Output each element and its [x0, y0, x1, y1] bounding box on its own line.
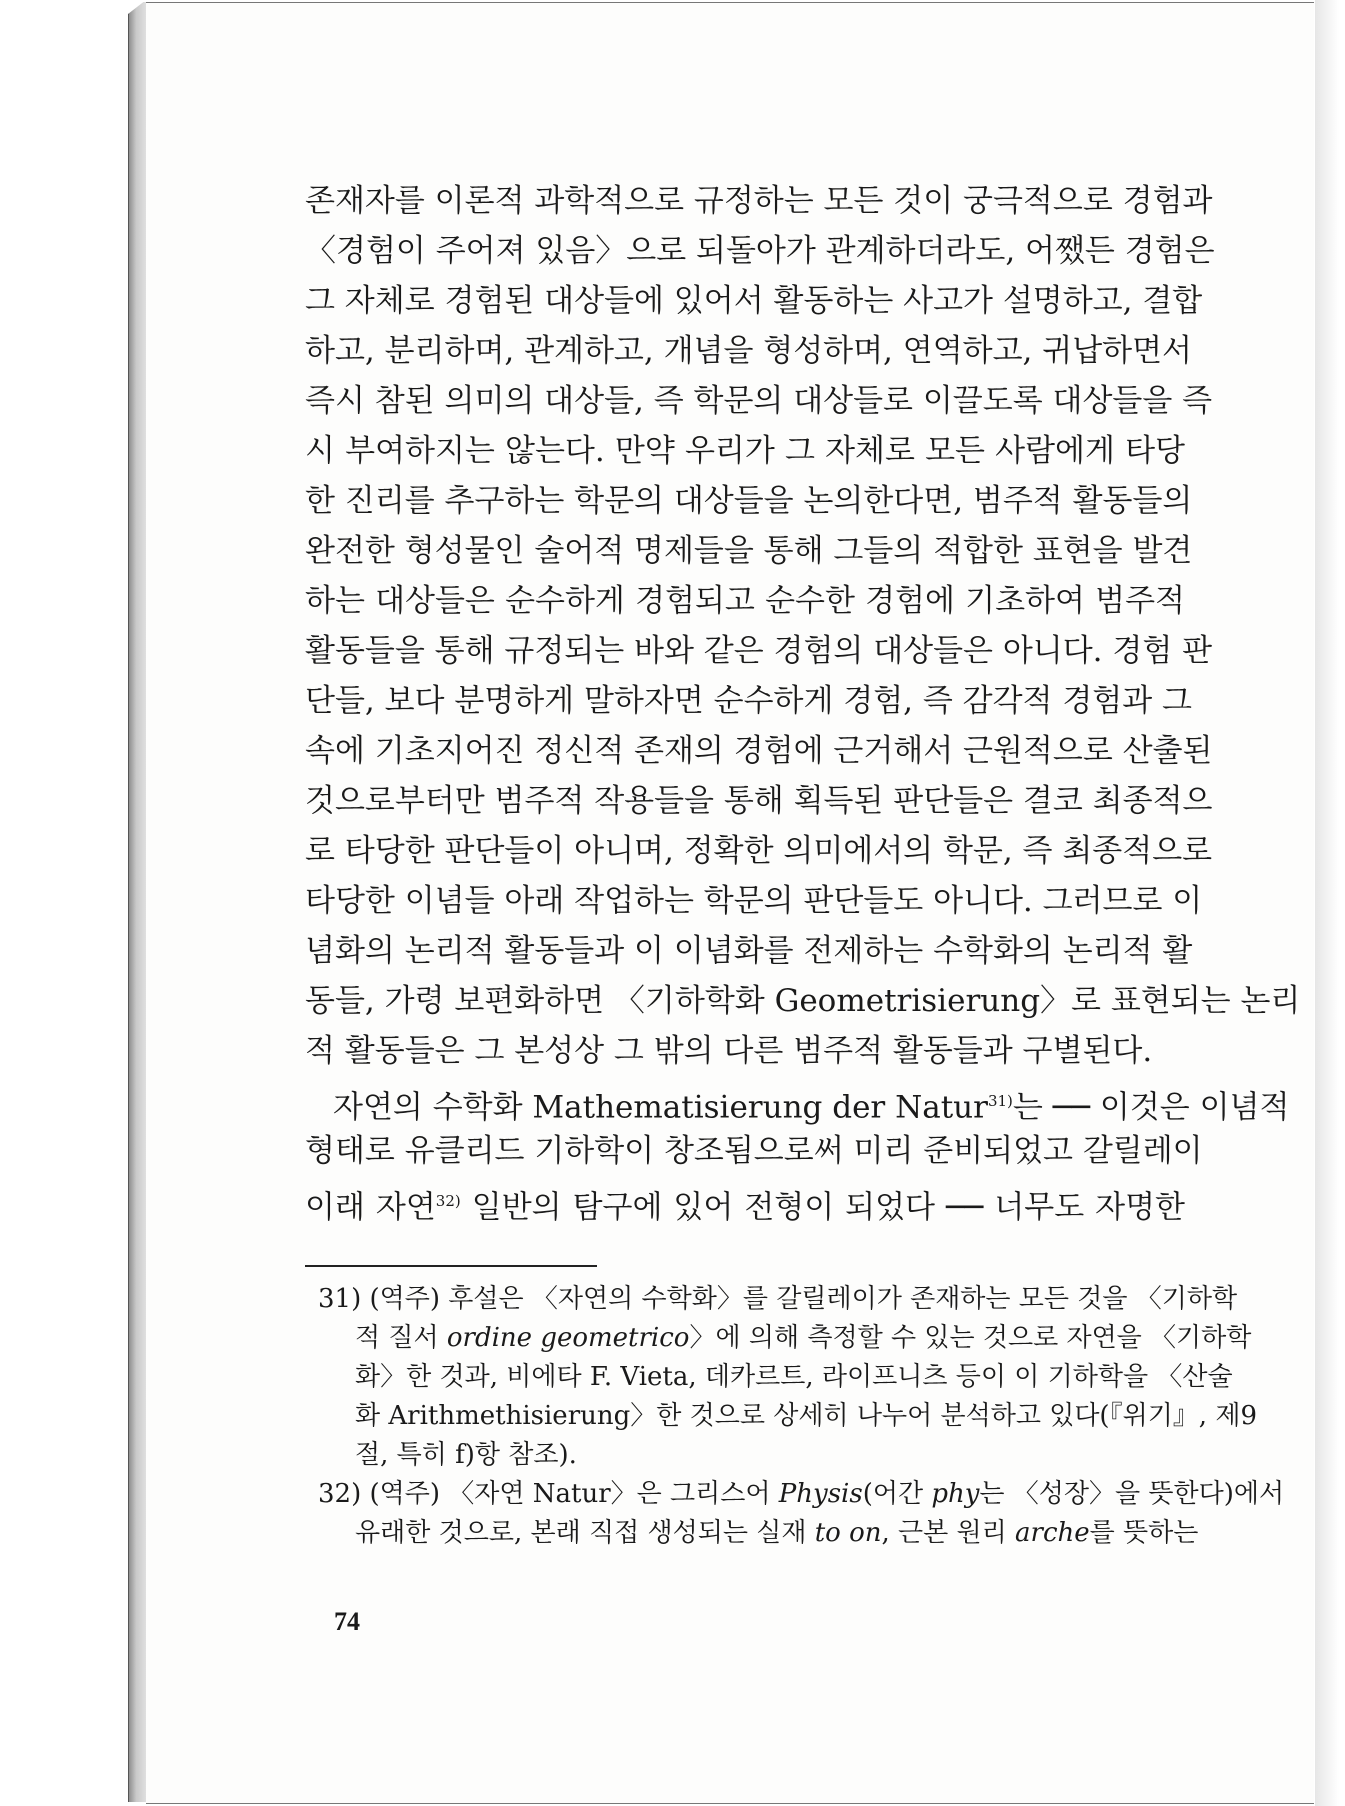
body-line: 적 활동들은 그 본성상 그 밖의 다른 범주적 활동들과 구별된다.	[305, 1033, 1153, 1069]
body-line: 시 부여하지는 않는다. 만약 우리가 그 자체로 모든 사람에게 타당	[305, 433, 1185, 469]
fn-italic: ordine geometrico	[446, 1323, 690, 1353]
footnote-32-line	[318, 1475, 1285, 1514]
body-line: 단들, 보다 분명하게 말하자면 순수하게 경험, 즉 감각적 경험과 그	[305, 683, 1192, 719]
fn-text: 를 뜻하는	[1089, 1518, 1199, 1548]
paragraph2-line	[305, 1176, 1185, 1226]
fn-text: (어간	[862, 1479, 932, 1509]
body-line: 그 자체로 경험된 대상들에 있어서 활동하는 사고가 설명하고, 결합	[305, 283, 1203, 319]
body-line: 한 진리를 추구하는 학문의 대상들을 논의한다면, 범주적 활동들의	[305, 483, 1193, 519]
fn-italic: phy	[931, 1479, 980, 1509]
body-line: 속에 기초지어진 정신적 존재의 경험에 근거해서 근원적으로 산출된	[305, 733, 1213, 769]
paragraph2-text: 자연의 수학화 Mathematisierung der Natur	[333, 1089, 988, 1126]
body-line: 하는 대상들은 순수하게 경험되고 순수한 경험에 기초하여 범주적	[305, 583, 1185, 619]
footnote-31-line: 절, 특히 f)항 참조).	[355, 1440, 577, 1470]
fn-text: 유래한 것으로, 본래 직접 생성되는 실재	[355, 1518, 815, 1548]
body-line: 즉시 참된 의미의 대상들, 즉 학문의 대상들로 이끌도록 대상들을 즉	[305, 383, 1213, 419]
fn-text: 적 질서	[355, 1323, 447, 1353]
fn-italic: arche	[1015, 1518, 1090, 1548]
paragraph2-text: 일반의 탐구에 있어 전형이 되었다 ── 너무도 자명한	[460, 1189, 1186, 1226]
footnote-separator	[305, 1265, 597, 1267]
body-line: 로 타당한 판단들이 아니며, 정확한 의미에서의 학문, 즉 최종적으로	[305, 833, 1213, 869]
paragraph2-line	[305, 1076, 1290, 1126]
body-line: 활동들을 통해 규정되는 바와 같은 경험의 대상들은 아니다. 경험 판	[305, 633, 1213, 669]
page-shadow	[1315, 0, 1345, 1806]
footnote-31-line	[318, 1319, 1252, 1358]
fn-italic: Physis	[778, 1479, 863, 1509]
footnote-32-line	[318, 1514, 1199, 1553]
main-body-text	[305, 176, 1301, 1226]
fn-italic: to on	[814, 1518, 882, 1548]
body-line: 동들, 가령 보편화하면 〈기하학화 Geometrisierung〉로 표현되는 논리	[305, 983, 1301, 1019]
body-line: 완전한 형성물인 술어적 명제들을 통해 그들의 적합한 표현을 발견	[305, 533, 1193, 569]
footnote-ref-32: 32)	[435, 1192, 461, 1210]
paragraph2-text: 는 ── 이것은 이념적	[1012, 1089, 1290, 1126]
fn-text: 는 〈성장〉을 뜻한다)에서	[979, 1479, 1285, 1509]
fn-text: , 근본 원리	[881, 1518, 1016, 1548]
footnotes	[318, 1280, 1285, 1553]
body-line: 타당한 이념들 아래 작업하는 학문의 판단들도 아니다. 그러므로 이	[305, 883, 1203, 919]
book-page-stack-edge	[128, 2, 147, 1802]
page-number: 74	[334, 1607, 360, 1636]
footnote-31-line: 화 Arithmethisierung〉한 것으로 상세히 나누어 분석하고 있다(『위기』, 제9	[355, 1401, 1257, 1431]
footnote-31-line: 화〉한 것과, 비에타 F. Vieta, 데카르트, 라이프니츠 등이 이 기하학을 〈산술	[355, 1362, 1233, 1392]
fn-text: 32) (역주) 〈자연 Natur〉은 그리스어	[318, 1479, 779, 1509]
body-line: 념화의 논리적 활동들과 이 이념화를 전제하는 수학화의 논리적 활	[305, 933, 1193, 969]
body-line: 존재자를 이론적 과학적으로 규정하는 모든 것이 궁극적으로 경험과	[305, 183, 1213, 219]
fn-text: 〉에 의해 측정할 수 있는 것으로 자연을 〈기하학	[689, 1323, 1252, 1353]
body-line: 것으로부터만 범주적 작용들을 통해 획득된 판단들은 결코 최종적으	[305, 783, 1213, 819]
paragraph2-text: 이래 자연	[305, 1189, 436, 1226]
footnote-ref-31: 31)	[987, 1092, 1013, 1110]
page-corner	[128, 0, 146, 14]
body-line: 〈경험이 주어져 있음〉으로 되돌아가 관계하더라도, 어쨌든 경험은	[305, 233, 1215, 269]
body-line: 하고, 분리하며, 관계하고, 개념을 형성하며, 연역하고, 귀납하면서	[305, 333, 1192, 369]
paragraph2-line: 형태로 유클리드 기하학이 창조됨으로써 미리 준비되었고 갈릴레이	[305, 1133, 1203, 1169]
footnote-31-line: 31) (역주) 후설은 〈자연의 수학화〉를 갈릴레이가 존재하는 모든 것을 〈기하학	[318, 1284, 1238, 1314]
